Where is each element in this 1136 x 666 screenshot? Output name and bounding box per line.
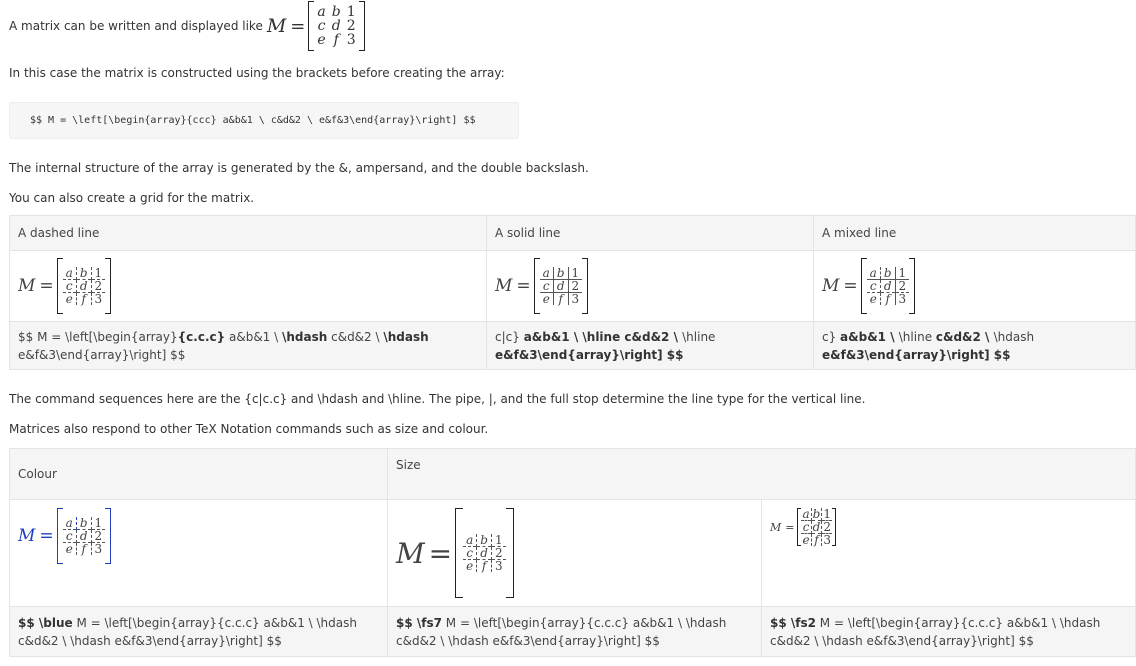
header-size: Size	[388, 449, 1136, 500]
mixed-source: c} a&b&1 \ \hline c&d&2 \ \hdash e&f&3\end{array}\right] $$	[814, 322, 1136, 370]
header-dashed: A dashed line	[10, 216, 487, 251]
paragraph-structure: The internal structure of the array is generated by the &, ampersand, and the double backslash.	[9, 161, 589, 175]
mixed-matrix: M = a b 1 c d 2 e f 3	[822, 258, 915, 314]
matrix-eq: =	[290, 15, 306, 37]
dashed-matrix: M = a b 1 c d 2 e f 3	[18, 258, 111, 314]
small-matrix-cell	[762, 500, 1136, 607]
colour-size-table	[9, 448, 1136, 657]
matrix-table: a b 1 c d 2 e f 3	[317, 4, 356, 48]
header-mixed: A mixed line	[814, 216, 1136, 251]
intro-text: A matrix can be written and displayed like	[9, 19, 263, 33]
mixed-matrix-cell	[814, 251, 1136, 322]
solid-matrix: M = a b 1 c d 2 e f 3	[495, 258, 588, 314]
header-colour: Colour	[10, 449, 388, 500]
paragraph-brackets: In this case the matrix is constructed using the brackets before creating the array:	[9, 66, 505, 80]
fs7-source: $$ \fs7 M = \left[\begin{array}{c.c.c} a&b&1 \ \hdash c&d&2 \ \hdash e&f&3\end{array}\right] $$	[388, 607, 762, 657]
large-matrix: M = a b 1 c d 2 e f 3	[396, 508, 514, 598]
blue-matrix-cell	[10, 500, 388, 607]
matrix-lhs: M	[266, 15, 287, 37]
large-matrix-cell	[388, 500, 762, 607]
paragraph-commands: The command sequences here are the {c|c.c} and \hdash and \hline. The pipe, |, and the full stop determine the line type for the vertical line.	[9, 392, 866, 406]
fs2-source: $$ \fs2 M = \left[\begin{array}{c.c.c} a&b&1 \ \hdash c&d&2 \ \hdash e&f&3\end{array}\right] $$	[762, 607, 1136, 657]
dashed-source: $$ M = \left[\begin{array}{c.c.c} a&b&1 \ \hdash c&d&2 \ \hdash e&f&3\end{array}\right] $$	[10, 322, 487, 370]
code-block: $$ M = \left[\begin{array}{ccc} a&b&1 \ c&d&2 \ e&f&3\end{array}\right] $$	[9, 102, 519, 139]
intro-matrix	[267, 1, 365, 51]
paragraph-grid: You can also create a grid for the matrix.	[9, 191, 255, 205]
dashed-matrix-cell	[10, 251, 487, 322]
blue-source: $$ \blue M = \left[\begin{array}{c.c.c} a&b&1 \ \hdash c&d&2 \ \hdash e&f&3\end{array}\right] $$	[10, 607, 388, 657]
small-matrix: M = a b 1 c d 2 e f 3	[770, 508, 836, 546]
line-types-table	[9, 215, 1136, 370]
intro-line	[9, 6, 365, 46]
paragraph-tex: Matrices also respond to other TeX Notation commands such as size and colour.	[9, 422, 489, 436]
header-solid: A solid line	[487, 216, 814, 251]
blue-matrix: M = a b 1 c d 2 e f 3	[18, 508, 111, 564]
solid-matrix-cell	[487, 251, 814, 322]
solid-source: c|c} a&b&1 \ \hline c&d&2 \ \hline e&f&3\end{array}\right] $$	[487, 322, 814, 370]
